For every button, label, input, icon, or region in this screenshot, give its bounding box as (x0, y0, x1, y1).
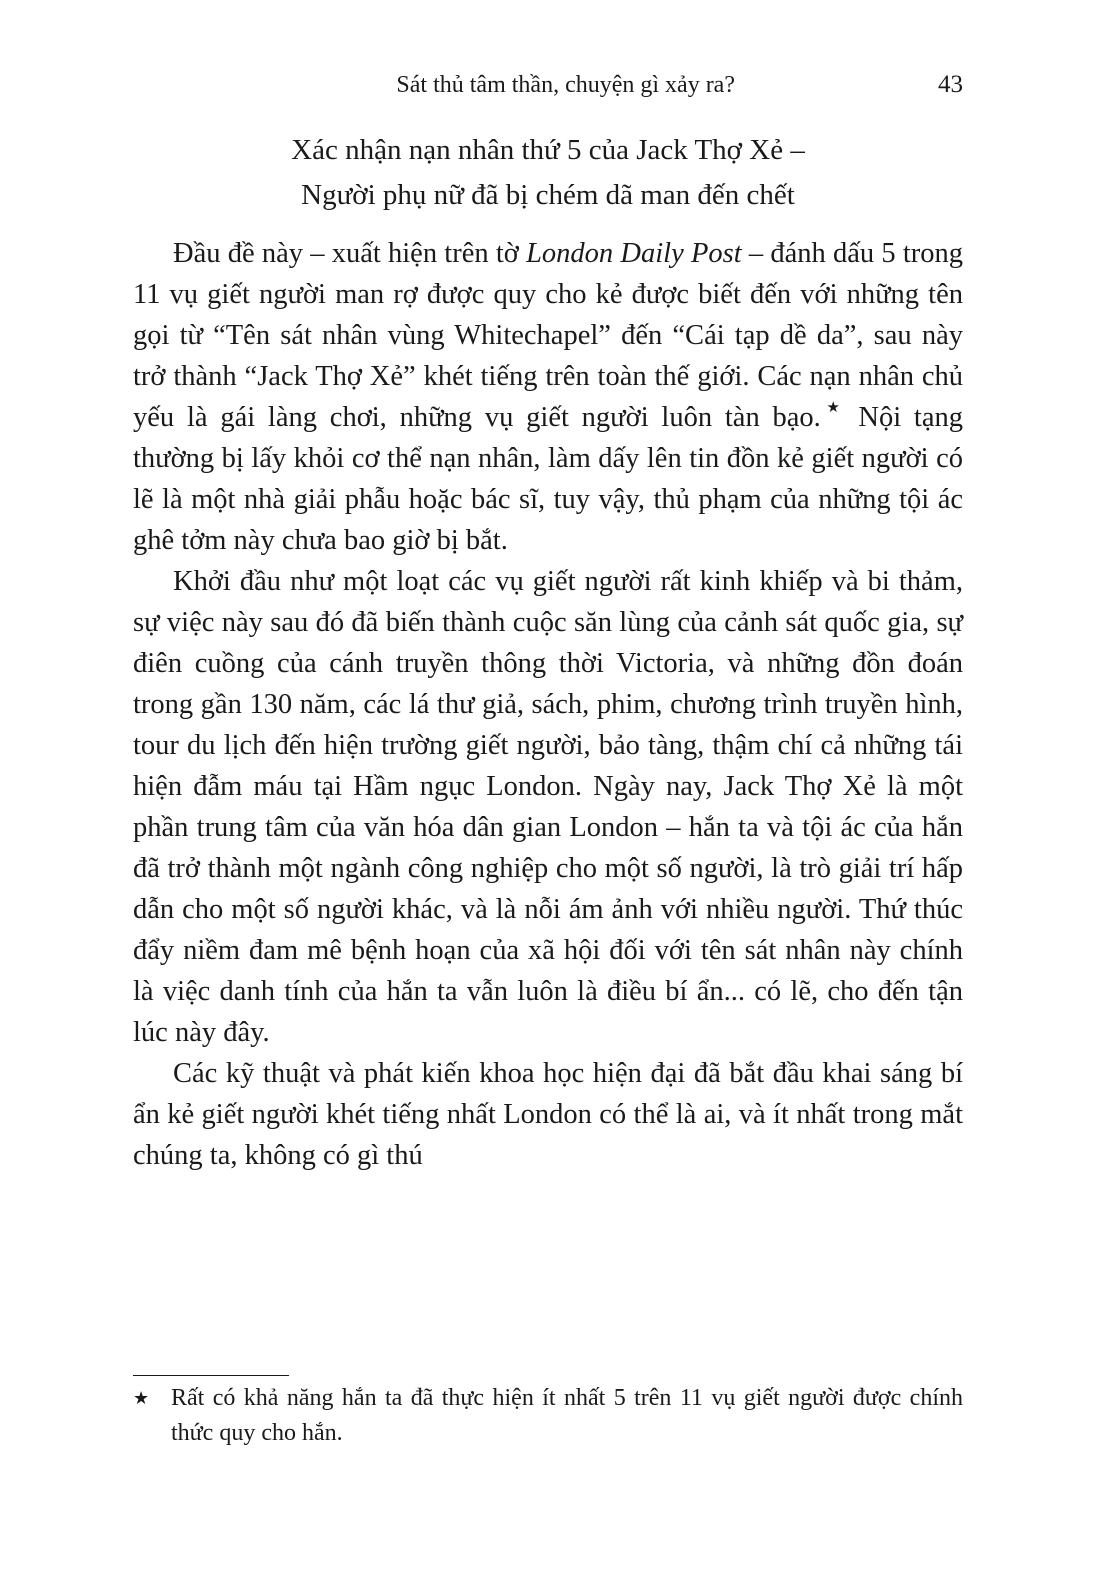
body-text (133, 233, 963, 1176)
running-head (133, 62, 963, 108)
paragraph-3: Các kỹ thuật và phát kiến khoa học hiện đại đã bắt đầu khai sáng bí ẩn kẻ giết người khét tiếng nhất London có thể là ai, và ít nhất trong mắt chúng ta, không có gì thú (133, 1058, 963, 1171)
newspaper-headline (133, 128, 963, 218)
footnote-divider (133, 1375, 289, 1376)
newspaper-title: London Daily Post (526, 238, 742, 269)
footnote-text: Rất có khả năng hắn ta đã thực hiện ít nhất 5 trên 11 vụ giết người được chính thức quy cho hắn. (171, 1385, 963, 1446)
footnote-reference: ★ (820, 400, 846, 416)
book-page (133, 62, 963, 1542)
running-title: Sát thủ tâm thần, chuyện gì xảy ra? (396, 72, 735, 98)
paragraph-1-middle: – đánh dấu 5 trong 11 vụ giết người man rợ được quy cho kẻ được biết đến với những tên gọi từ “Tên sát nhân vùng Whitechapel” đến “Cái tạp dề da”, sau này trở thành “Jack Thợ Xẻ” khét tiếng trên toàn thế giới. Các nạn nhân chủ yếu là gái làng chơi, những vụ giết người luôn tàn bạo. (133, 238, 964, 433)
paragraph-1 (133, 233, 963, 561)
headline-line-2: Người phụ nữ đã bị chém dã man đến chết (301, 179, 795, 211)
paragraph-1-start: Đầu đề này – xuất hiện trên tờ (173, 238, 527, 269)
footnote-marker: ★ (133, 1388, 150, 1408)
paragraph-2: Khởi đầu như một loạt các vụ giết người rất kinh khiếp và bi thảm, sự việc này sau đó đã biến thành cuộc săn lùng của cảnh sát quốc gia, sự điên cuồng của cánh truyền thông thời Victoria, và những đồn đoán trong gần 130 năm, các lá thư giả, sách, phim, chương trình truyền hình, tour du lịch đến hiện trường giết người, bảo tàng, thậm chí cả những tái hiện đẫm máu tại Hầm ngục London. Ngày nay, Jack Thợ Xẻ là một phần trung tâm của văn hóa dân gian London – hắn ta và tội ác của hắn đã trở thành một ngành công nghiệp cho một số người, là trò giải trí hấp dẫn cho một số người khác, và là nỗi ám ảnh với nhiều người. Thứ thúc đẩy niềm đam mê bệnh hoạn của xã hội đối với tên sát nhân này chính là việc danh tính của hắn ta vẫn luôn là điều bí ẩn... có lẽ, cho đến tận lúc này đây. (133, 566, 963, 1048)
footnote (133, 1381, 963, 1451)
page-number: 43 (938, 71, 963, 98)
paragraph-1-end: Nội tạng thường bị lấy khỏi cơ thể nạn nhân, làm dấy lên tin đồn kẻ giết người có lẽ là một nhà giải phẫu hoặc bác sĩ, tuy vậy, thủ phạm của những tội ác ghê tởm này chưa bao giờ bị bắt. (133, 402, 963, 556)
headline-line-1: Xác nhận nạn nhân thứ 5 của Jack Thợ Xẻ – (291, 134, 805, 166)
